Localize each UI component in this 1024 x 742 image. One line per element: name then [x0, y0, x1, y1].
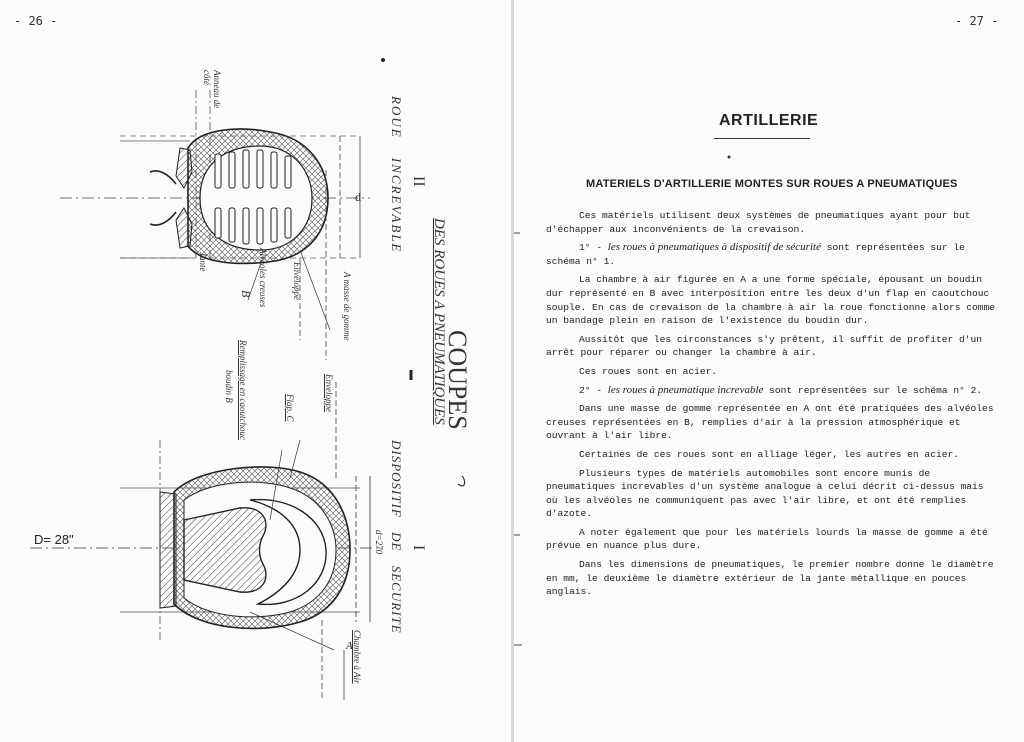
- label-alveoles-creuses: Alvéoles creuses: [258, 248, 268, 308]
- label-jante: Jante: [198, 252, 208, 272]
- label-anneau-de-cote: Anneau de côté: [202, 70, 222, 109]
- label-diameter-28: D= 28": [34, 532, 74, 547]
- label-b-top: B: [239, 290, 253, 298]
- figure-i-caption: DISPOSITIF DE SECURITE: [389, 440, 404, 634]
- hard-core-boudin: [184, 508, 266, 592]
- paragraph-3: La chambre à air figurée en A a une forme spéciale, épousant un boudin dur représenté en B avec interposition entre les deux d'un flap en caoutchouc souple. En cas de crevaison de la chambre à air la roue fonctionne alors comme un bandage plein en raison de l'existence du boudin dur.: [546, 274, 996, 327]
- left-page: [0, 0, 511, 742]
- figure-ii-caption: ROUE INCREVABLE: [389, 96, 404, 254]
- figure-ii-numeral: II: [410, 176, 427, 187]
- paragraph-5: Ces roues sont en acier.: [579, 365, 718, 377]
- label-enveloppe-bottom: Enveloppe: [324, 374, 334, 412]
- label-boudin-b: boudin B: [224, 370, 234, 403]
- label-a-bottom: A: [346, 640, 353, 652]
- figure-i-diagram: [30, 380, 380, 700]
- paragraph-6: 2° - les roues à pneumatique increvable sont représentées sur le schéma n° 2.: [579, 383, 983, 396]
- label-chambre-a-air: Chambre à Air: [352, 630, 362, 684]
- paragraph-8: Certaines de ces roues sont en alliage léger, les autres en acier.: [579, 448, 959, 460]
- label-enveloppe-top: Enveloppe: [292, 262, 302, 300]
- paragraph-2: 1° - les roues à pneumatiques à dispositif de sécurité sont représentées sur le schéma n° 1.: [546, 241, 965, 267]
- paragraph-11: Dans les dimensions de pneumatiques, le premier nombre donne le diamètre en mm, le deuxième le diamètre extérieur de la jante métallique en pouces anglais.: [546, 559, 994, 598]
- label-a-masse-de-gomme: A masse de gomme: [342, 272, 352, 341]
- paragraph-10: A noter également que pour les matériels lourds la masse de gomme a été prévue en nuance plus dure.: [546, 526, 988, 552]
- page-title-artillerie: ARTILLERIE: [719, 112, 819, 129]
- paragraph-1: Ces matériels utilisent deux systèmes de pneumatiques ayant pour but d'échapper aux inconvénients de la crevaison.: [546, 210, 971, 235]
- paragraph-4: Aussitôt que les circonstances s'y prêtent, il suffit de profiter d'un arrêt pour réparer ou changer la chambre à air.: [546, 333, 983, 359]
- figure-i-numeral: I: [410, 545, 427, 551]
- label-d: d: [355, 190, 361, 204]
- body-text: [546, 209, 996, 604]
- page-number-left: - 26 -: [14, 14, 58, 28]
- right-page: [514, 0, 1024, 742]
- label-remplissage: Remplissage en caoutchouc: [238, 340, 248, 440]
- label-flap-c: Flap. C: [285, 394, 295, 422]
- main-title-coupes: COUPES: [443, 330, 472, 430]
- title-underline: [714, 138, 810, 139]
- page-number-right: - 27 -: [955, 14, 999, 28]
- paragraph-7: Dans une masse de gomme représentée en A ont été pratiquées des alvéoles creuses représentées en B, remplies d'air à la pression atmosphérique et ouvrant à l'air libre.: [546, 403, 994, 442]
- section-heading: MATERIELS D'ARTILLERIE MONTES SUR ROUES A PNEUMATIQUES: [586, 178, 958, 190]
- paragraph-9: Plusieurs types de matériels automobiles sont encore munis de pneumatiques increvables d'un système analogue à celui décrit ci-dessus mais où les alvéoles ne communiquent pas avec l'air libre, et ont été remplies d'azote.: [546, 467, 984, 520]
- subtitle-roues-pneumatiques: DES ROUES A PNEUMATIQUES: [431, 218, 447, 425]
- figure-ii-diagram: [60, 90, 370, 360]
- label-d270: d=270: [374, 530, 384, 555]
